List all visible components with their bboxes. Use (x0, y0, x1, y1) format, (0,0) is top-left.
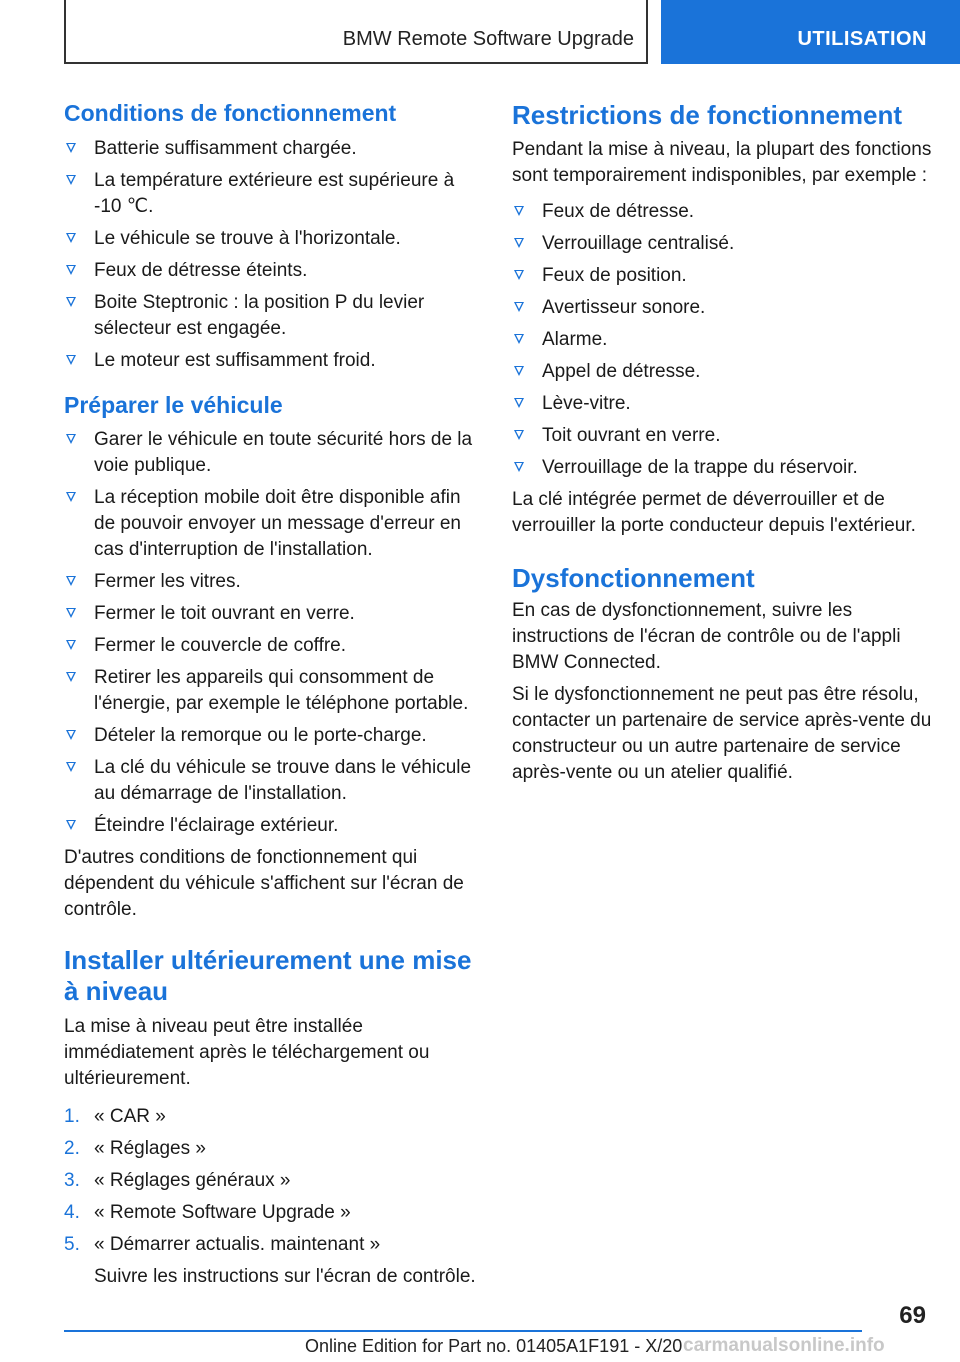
section-conditions (64, 100, 480, 374)
bullet-list (64, 427, 480, 839)
section-restrictions (512, 100, 932, 539)
list-item: Batterie suffisamment chargée. (64, 136, 480, 162)
list-item: Éteindre l'éclairage extérieur. (64, 813, 480, 839)
bullet-list (64, 136, 480, 374)
triangle-bullet-icon (514, 462, 524, 472)
right-column (512, 100, 932, 804)
list-item: Boite Steptronic : la position P du levier sélecteur est engagée. (64, 290, 480, 342)
section-title: Installer ultérieurement une mise à niveau (64, 945, 472, 1007)
section-title: Conditions de fonctionnement (64, 100, 397, 126)
step-number: 2. (64, 1137, 80, 1159)
triangle-bullet-icon (514, 270, 524, 280)
triangle-bullet-icon (66, 820, 76, 830)
list-item: Feux de détresse éteints. (64, 258, 480, 284)
section-title: Dysfonctionnement (512, 563, 755, 594)
list-item: Verrouillage de la trappe du réservoir. (512, 455, 932, 481)
triangle-bullet-icon (66, 492, 76, 502)
triangle-bullet-icon (514, 398, 524, 408)
paragraph: La clé intégrée permet de déverrouiller et de verrouiller la porte conducteur depuis l'extérieur. (512, 489, 916, 537)
section-title: Restrictions de fonctionnement (512, 100, 903, 130)
triangle-bullet-icon (66, 608, 76, 618)
triangle-bullet-icon (514, 366, 524, 376)
list-item: Fermer le toit ouvrant en verre. (64, 601, 480, 627)
list-item: Le moteur est suffisamment froid. (64, 348, 480, 374)
triangle-bullet-icon (66, 672, 76, 682)
triangle-bullet-icon (514, 430, 524, 440)
list-item: Dételer la remorque ou le porte-charge. (64, 723, 480, 749)
list-item: Lève-vitre. (512, 391, 932, 417)
paragraph: Suivre les instructions sur l'écran de contrôle. (94, 1265, 476, 1287)
list-item: Fermer les vitres. (64, 569, 480, 595)
list-item: La clé du véhicule se trouve dans le véhicule au démarrage de l'installation. (64, 755, 480, 807)
triangle-bullet-icon (66, 640, 76, 650)
section-tab-label: UTILISATION (797, 28, 927, 50)
paragraph: En cas de dysfonctionnement, suivre les instructions de l'écran de contrôle ou de l'appli BMW Connected. (512, 600, 901, 674)
triangle-bullet-icon (66, 762, 76, 772)
footer-divider (64, 1330, 862, 1332)
triangle-bullet-icon (66, 730, 76, 740)
paragraph: La mise à niveau peut être installée immédiatement après le téléchargement ou ultérieurement. (64, 1015, 430, 1089)
triangle-bullet-icon (514, 238, 524, 248)
step-number: 3. (64, 1169, 80, 1191)
section-prepare (64, 392, 480, 924)
numbered-list (64, 1104, 480, 1258)
step-number: 4. (64, 1201, 80, 1223)
bullet-list (512, 199, 932, 481)
list-item: Alarme. (512, 327, 932, 353)
paragraph: D'autres conditions de fonctionnement qui dépendent du véhicule s'affichent sur l'écran de contrôle. (64, 847, 464, 921)
list-item: 1. « CAR » (64, 1104, 480, 1130)
triangle-bullet-icon (66, 297, 76, 307)
triangle-bullet-icon (514, 206, 524, 216)
footer-text: Online Edition for Part no. 01405A1F191 - X/20 (305, 1336, 683, 1356)
paragraph: Si le dysfonctionnement ne peut pas être résolu, contacter un partenaire de service après-vente du constructeur ou un autre partenaire de service après-vente ou un atelier qualifié. (512, 684, 932, 784)
list-item: Verrouillage centralisé. (512, 231, 932, 257)
triangle-bullet-icon (66, 434, 76, 444)
step-number: 5. (64, 1233, 80, 1255)
list-item: La température extérieure est supérieure à -10 ℃. (64, 168, 480, 220)
section-malfunction (512, 563, 932, 786)
paragraph: Pendant la mise à niveau, la plupart des fonctions sont temporairement indisponibles, par exemple : (512, 139, 932, 187)
list-item: Fermer le couvercle de coffre. (64, 633, 480, 659)
list-item: 2. « Réglages » (64, 1136, 480, 1162)
left-column (64, 100, 480, 1308)
list-item: 3. « Réglages généraux » (64, 1168, 480, 1194)
triangle-bullet-icon (66, 143, 76, 153)
header-box (64, 0, 648, 64)
list-item: 5. « Démarrer actualis. maintenant » (64, 1232, 480, 1258)
section-title: Préparer le véhicule (64, 391, 283, 418)
triangle-bullet-icon (66, 233, 76, 243)
list-item: Feux de position. (512, 263, 932, 289)
list-item: Le véhicule se trouve à l'horizontale. (64, 226, 480, 252)
list-item: Retirer les appareils qui consomment de l'énergie, par exemple le téléphone portable. (64, 665, 480, 717)
list-item: La réception mobile doit être disponible afin de pouvoir envoyer un message d'erreur en cas d'interruption de l'installation. (64, 485, 480, 563)
list-item: Toit ouvrant en verre. (512, 423, 932, 449)
triangle-bullet-icon (514, 302, 524, 312)
page-number: 69 (899, 1302, 926, 1329)
list-item: Avertisseur sonore. (512, 295, 932, 321)
triangle-bullet-icon (66, 355, 76, 365)
triangle-bullet-icon (514, 334, 524, 344)
section-install-later (64, 945, 480, 1289)
triangle-bullet-icon (66, 265, 76, 275)
list-item: 4. « Remote Software Upgrade » (64, 1200, 480, 1226)
triangle-bullet-icon (66, 175, 76, 185)
list-item: Garer le véhicule en toute sécurité hors de la voie publique. (64, 427, 480, 479)
section-tab (661, 0, 960, 64)
step-number: 1. (64, 1105, 80, 1127)
header-title: BMW Remote Software Upgrade (342, 28, 634, 50)
list-item: Appel de détresse. (512, 359, 932, 385)
watermark: carmanualsonline.info (683, 1335, 885, 1356)
triangle-bullet-icon (66, 576, 76, 586)
list-item: Feux de détresse. (512, 199, 932, 225)
